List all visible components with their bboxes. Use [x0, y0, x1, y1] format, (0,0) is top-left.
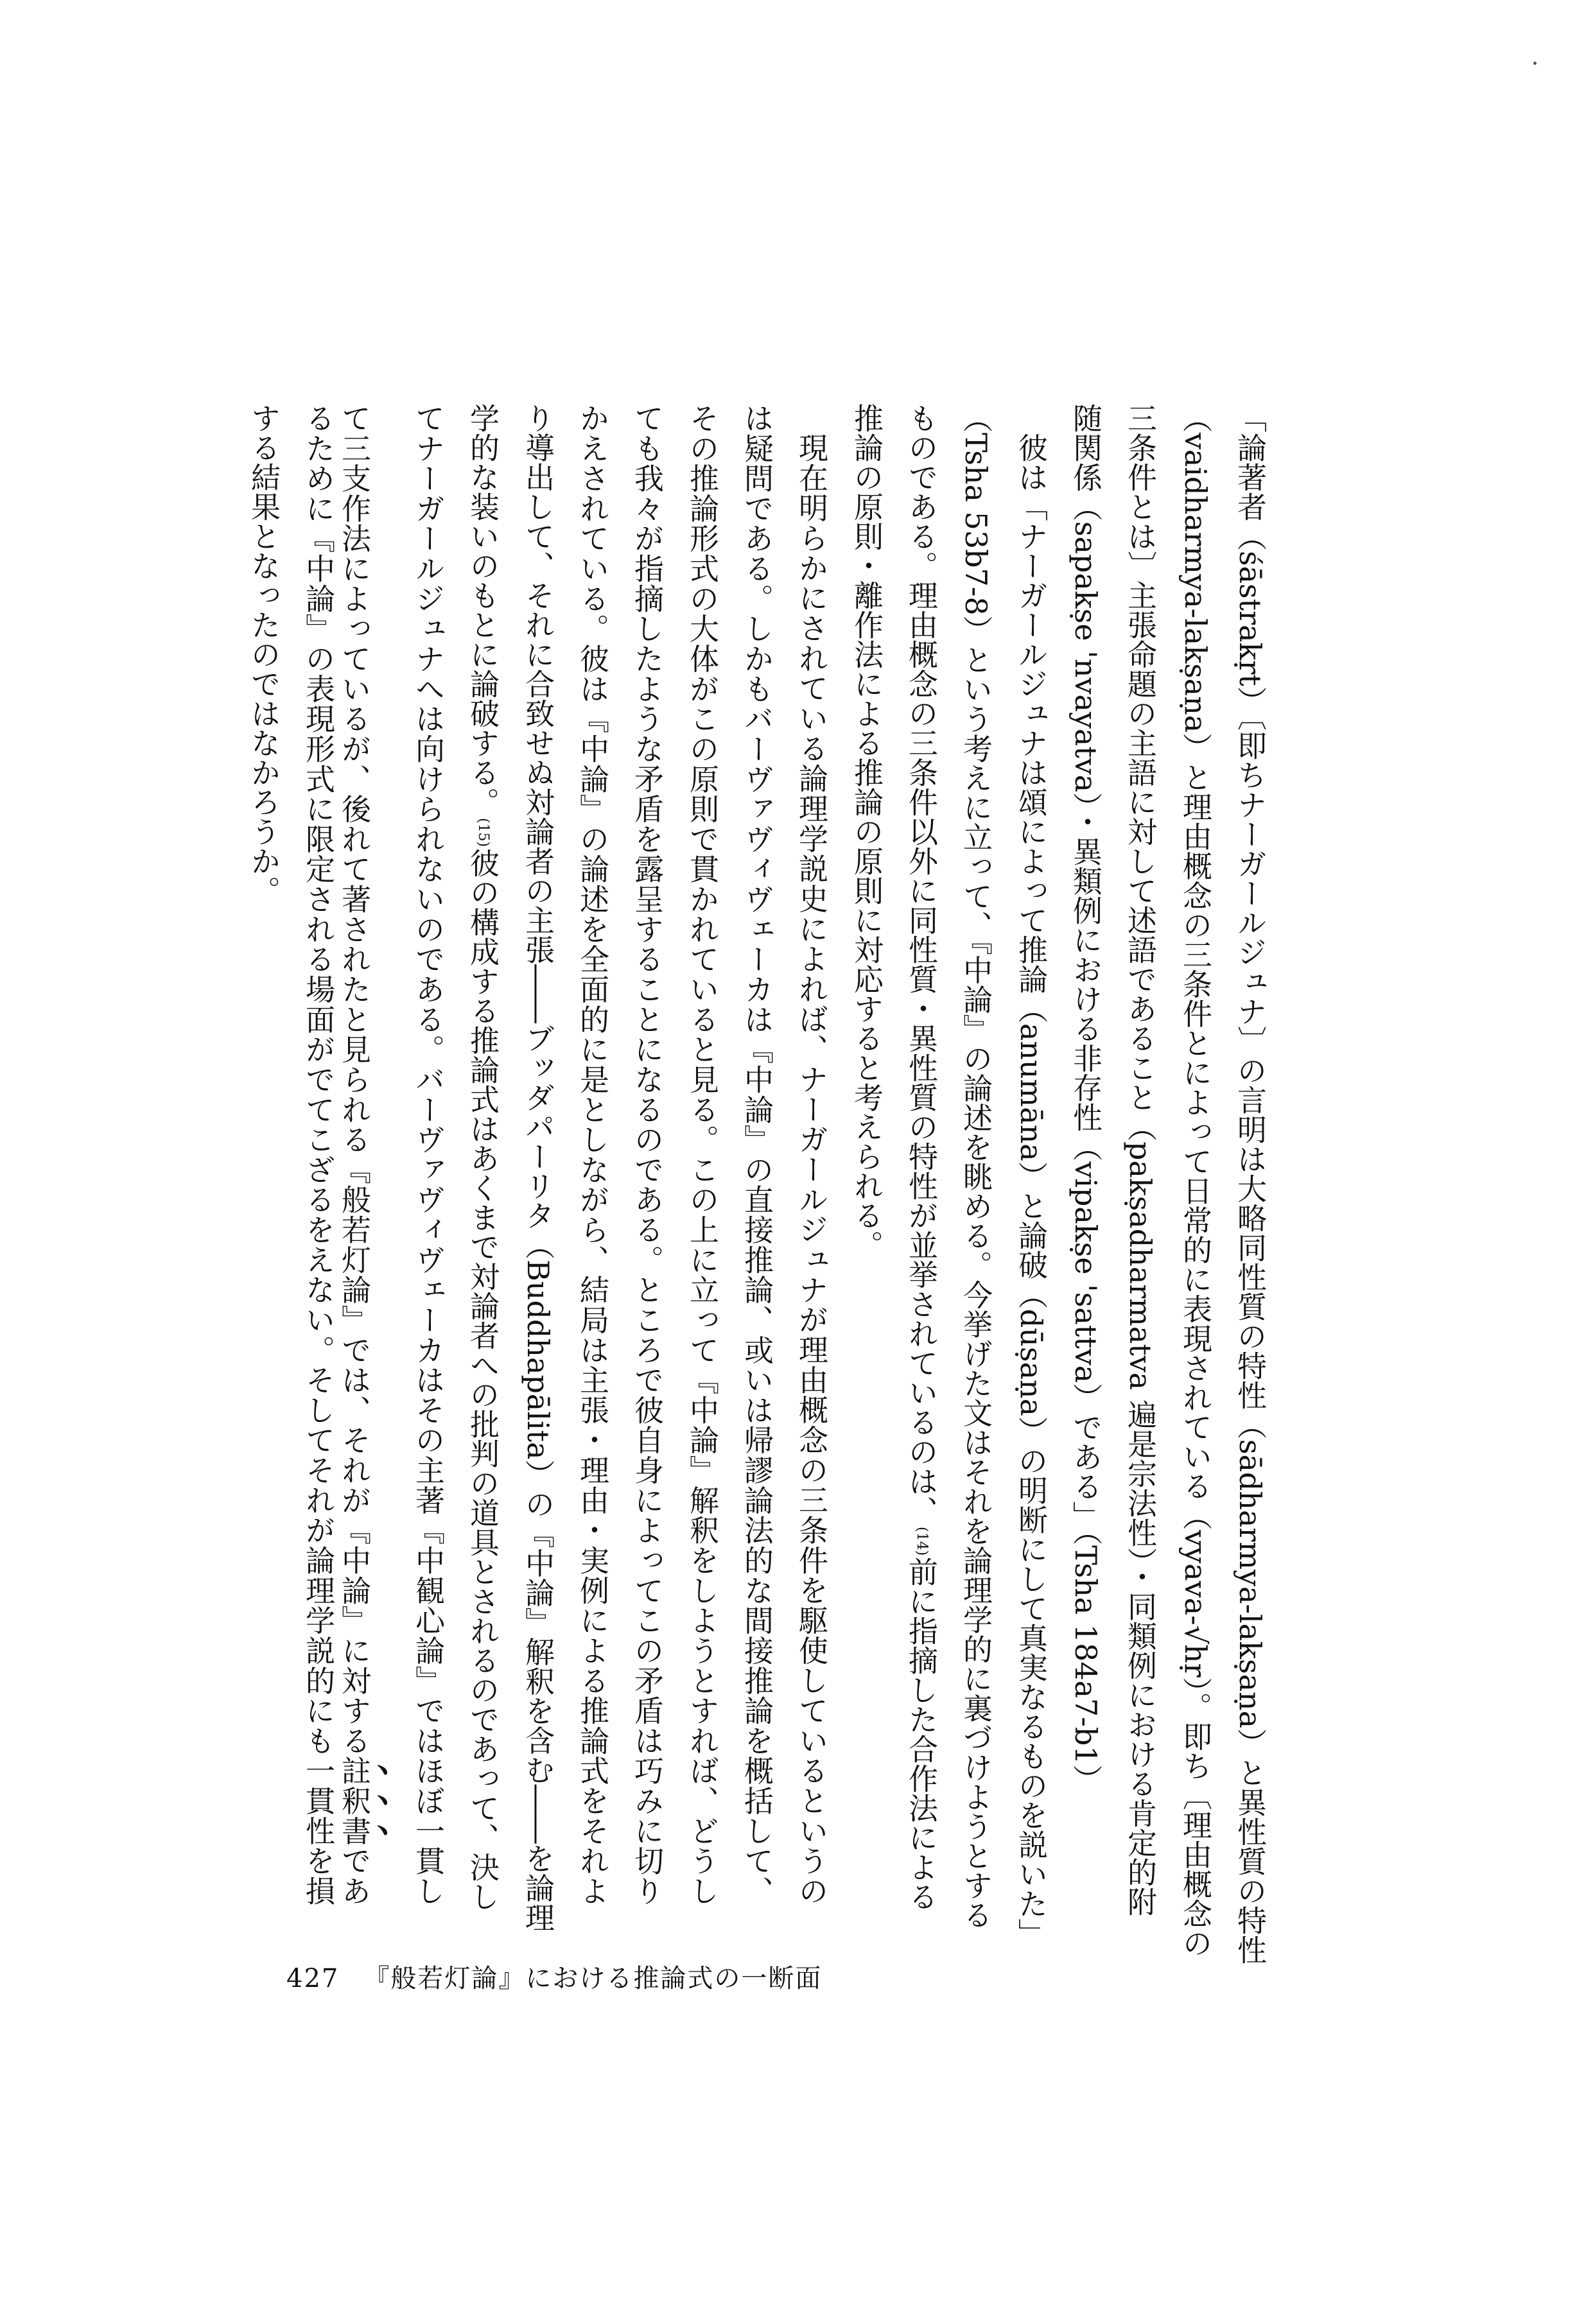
page-footer	[286, 1958, 822, 1995]
scan-speck	[1533, 62, 1537, 65]
text-column: ても我々が指摘したような矛盾を露呈することになるのである。ところで彼自身によってこの矛盾は巧みに切り	[630, 403, 665, 1906]
text-column: 彼は「ナーガールジュナは頌によって推論（anumāna）と論破（dūṣaṇa）の明断にして真実なるものを説いた」	[1014, 433, 1049, 1948]
text-column: 三条件とは〕主張命題の主語に対して述語であること（pakṣadharmatva 遍是宗法性）・同類例における肯定的附	[1123, 403, 1158, 1916]
text-segment: ものである。理由概念の三条件以外に同性質・異性質の特性が並挙されているのは、	[904, 403, 939, 1525]
page-number: 427	[286, 1964, 340, 1993]
text-column: する結果となったのではなかろうか。	[247, 403, 281, 905]
text-column: （Tsha 53b7-8）という考えに立って、『中論』の論述を眺める。今挙げた文はそれを論理学的に裏づけようとする	[959, 403, 993, 1930]
text-segment: 彼の構成する推論式はあくまで対論者への批判の道具とされるのであって、決し	[466, 848, 500, 1912]
text-column: は疑問である。しかもバーヴァヴィヴェーカは『中論』の直接推論、或いは帰謬論法的な間接推論を概括して、	[740, 403, 774, 1905]
text-column: 推論の原則・離作法による推論の原則に対応すると考えられる。	[850, 403, 884, 1260]
text-segment: 前に指摘した合作法による	[904, 1557, 939, 1912]
text-column: るために『中論』の表現形式に限定される場面がでてこざるをえない。そしてそれが論理学説的にも一貫性を損	[301, 403, 336, 1905]
footnote-marker: (14)	[914, 1527, 930, 1556]
text-column	[902, 403, 941, 1912]
text-column: 随関係（sapakṣe 'nvayatva）・異類例における非存性（vipakṣe 'sattva）である」（Tsha 184a7-b1）	[1068, 403, 1103, 1794]
text-column: てナーガールジュナへは向けられないのである。バーヴァヴィヴェーカはその主著『中観心論』ではほぼ一貫し	[411, 403, 446, 1905]
text-column	[464, 403, 502, 1912]
emphasized-text: 註釈書	[337, 1755, 372, 1846]
text-segment: て三支作法によっているが、後れて著されたと見られる『般若灯論』では、それが『中論』に対する	[337, 403, 372, 1756]
text-segment: であ	[337, 1846, 372, 1906]
text-column: り導出して、それに合致せぬ対論者の主張――ブッダパーリタ（Buddhapālita）の『中論』解釈を含む――を論理	[521, 403, 555, 1932]
text-segment: 学的な装いのもとに論破する。	[466, 403, 500, 817]
text-column	[337, 403, 393, 1906]
text-column: 現在明らかにされている論理学説史によれば、ナーガールジュナが理由概念の三条件を駆使しているというの	[794, 433, 829, 1906]
text-column: かえされている。彼は『中論』の論述を全面的に是としながら、結局は主張・理由・実例による推論式をそれよ	[575, 403, 610, 1905]
text-column: 「論著者（śāstrakṛt）〔即ちナーガールジュナ〕の言明は大略同性質の特性（sādharmya-lakṣaṇa）と異性質の特性	[1233, 403, 1268, 1965]
running-title: 『般若灯論』における推論式の一断面	[363, 1964, 823, 1993]
text-column: （vaidharmya-lakṣaṇa）と理由概念の三条件とによって日常的に表現されている（vyava-√hṛ）。即ち〔理由概念の	[1178, 403, 1213, 1958]
text-column: その推論形式の大体がこの原則で貫かれていると見る。この上に立って『中論』解釈をしようとすれば、どうし	[685, 403, 720, 1905]
footnote-marker: (15)	[475, 818, 491, 847]
